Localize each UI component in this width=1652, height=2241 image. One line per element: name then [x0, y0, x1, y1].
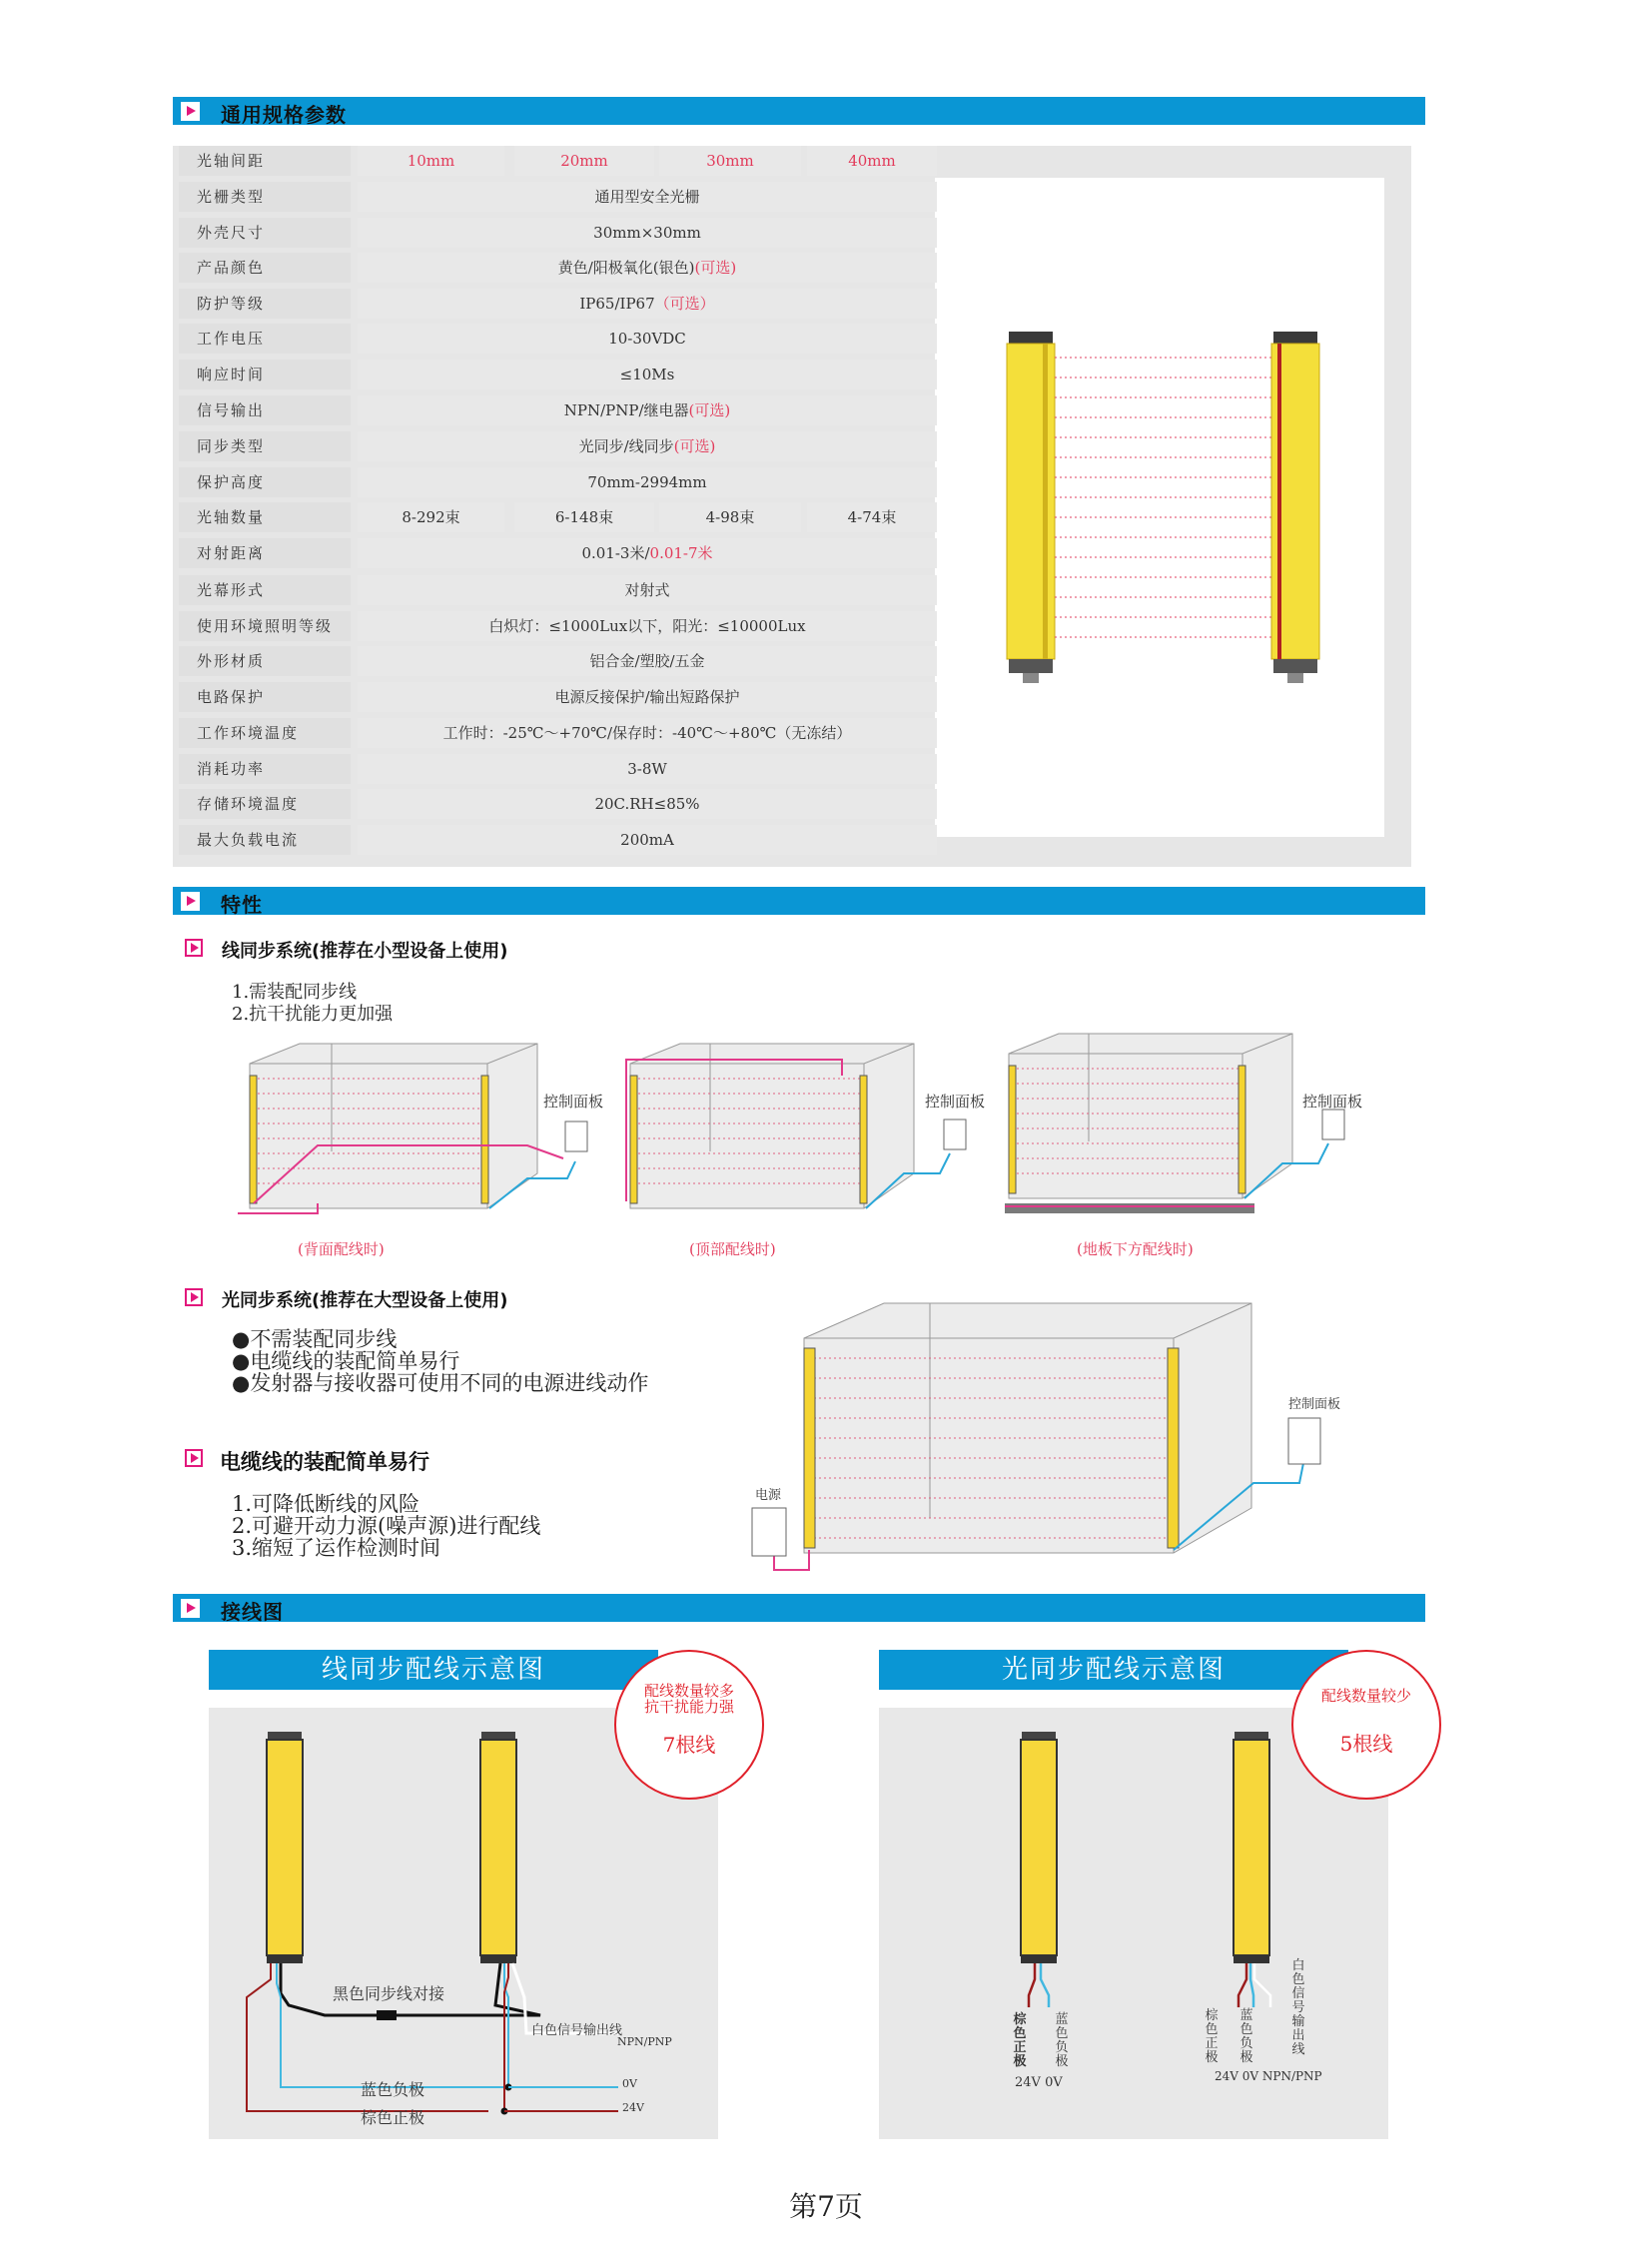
spec-label: 防护等级 [179, 289, 351, 319]
spec-value [358, 467, 937, 497]
spec-value-text: 3-8W [627, 760, 667, 778]
spec-value-text: 白炽灯：≤1000Lux以下，阳光：≤10000Lux [488, 617, 806, 635]
light-curtain-product-image [935, 178, 1384, 837]
badge-line: 抗干扰能力强 [643, 1698, 734, 1716]
spec-label: 响应时间 [179, 360, 351, 389]
floor-wiring-diagram [997, 1024, 1366, 1228]
spec-col-value: 10mm [358, 146, 504, 176]
spec-value-text: 200mA [620, 831, 674, 849]
optical-sync-diagram [744, 1298, 1363, 1578]
play-icon [185, 939, 203, 957]
voltage-label: 24V [622, 2101, 644, 2114]
brown-positive-label: 棕色正极 [1013, 2012, 1027, 2069]
control-panel-label: 控制面板 [1302, 1093, 1363, 1111]
spec-label: 产品颜色 [179, 253, 351, 283]
voltage-label: 0V [622, 2077, 637, 2090]
signal-type-label: NPN/PNP [617, 2035, 672, 2048]
spec-value [358, 253, 937, 283]
spec-value-text: 70mm-2994mm [587, 473, 707, 491]
spec-value-text: 对射式 [624, 581, 670, 599]
spec-value-text: ≤10Ms [619, 366, 675, 383]
spec-label: 光轴数量 [179, 502, 351, 532]
spec-col-value: 40mm [807, 146, 937, 176]
spec-label: 存储环境温度 [179, 789, 351, 819]
spec-value [358, 218, 937, 248]
top-wiring-diagram [614, 1034, 994, 1228]
spec-value-text: 光同步/线同步 [578, 437, 674, 455]
spec-label: 光轴间距 [179, 146, 351, 176]
control-panel-label: 控制面板 [543, 1093, 604, 1111]
spec-value [358, 754, 937, 784]
spec-value-text: 20C.RH≤85% [594, 795, 700, 813]
right-wire-count-badge [1291, 1650, 1441, 1800]
spec-value-text: 通用型安全光栅 [594, 188, 700, 206]
cable-item: 2.可避开动力源(噪声源)进行配线 [232, 1514, 541, 1538]
diagram-caption: (背面配线时) [298, 1240, 385, 1258]
spec-label: 同步类型 [179, 431, 351, 461]
spec-label: 保护高度 [179, 467, 351, 497]
spec-label: 外形材质 [179, 646, 351, 676]
badge-line: 配线数量较少 [1320, 1687, 1411, 1705]
spec-label: 信号输出 [179, 395, 351, 425]
spec-value [358, 611, 937, 641]
spec-label: 使用环境照明等级 [179, 611, 351, 641]
cable-item: 1.可降低断线的风险 [232, 1492, 420, 1516]
signal-line-label: 白色信号输出线 [531, 2023, 623, 2038]
spec-optional-note: (可选) [688, 401, 731, 419]
badge-count: 5根线 [1339, 1732, 1393, 1756]
white-signal-label: 白色信号输出线 [1291, 1958, 1305, 2057]
spec-value [358, 575, 937, 605]
spec-value-text: 铝合金/塑胶/五金 [589, 652, 705, 670]
play-icon [181, 892, 200, 911]
control-panel-label: 控制面板 [1288, 1397, 1341, 1412]
positive-line-label: 棕色正极 [361, 2108, 425, 2127]
optical-sync-item: ●电缆线的装配简单易行 [232, 1349, 460, 1373]
spec-value-text: 电源反接保护/输出短路保护 [554, 688, 740, 706]
section-title: 接线图 [221, 1600, 284, 1624]
wire-sync-title: 线同步系统(推荐在小型设备上使用) [222, 941, 508, 962]
spec-value [358, 360, 937, 389]
section-header-specs [173, 97, 1425, 125]
play-icon [181, 102, 200, 121]
spec-col-value: 8-292束 [358, 502, 504, 532]
spec-value [358, 289, 937, 319]
optical-sync-item: ●不需装配同步线 [232, 1327, 398, 1351]
spec-optional-note: (可选) [673, 437, 716, 455]
blue-negative-label: 蓝色负极 [1055, 2012, 1069, 2069]
spec-label: 消耗功率 [179, 754, 351, 784]
cable-item: 3.缩短了运作检测时间 [232, 1536, 441, 1560]
left-wire-count-badge [614, 1650, 764, 1800]
play-icon [181, 1599, 200, 1618]
spec-label: 工作环境温度 [179, 718, 351, 748]
play-icon [185, 1288, 203, 1306]
spec-value [358, 431, 937, 461]
spec-col-value: 6-148束 [514, 502, 654, 532]
spec-label: 对射距离 [179, 538, 351, 568]
optical-sync-item: ●发射器与接收器可使用不同的电源进线动作 [232, 1371, 649, 1395]
spec-col-value: 20mm [514, 146, 654, 176]
optical-sync-wiring-title: 光同步配线示意图 [879, 1650, 1348, 1690]
negative-line-label: 蓝色负极 [361, 2080, 425, 2099]
spec-value [358, 538, 937, 568]
optical-sync-title: 光同步系统(推荐在大型设备上使用) [222, 1290, 508, 1311]
spec-value [358, 789, 937, 819]
diagram-caption: (顶部配线时) [689, 1240, 776, 1258]
play-icon [185, 1449, 203, 1467]
spec-label: 光栅类型 [179, 182, 351, 212]
spec-value-text: IP65/IP67 [579, 295, 655, 313]
spec-value [358, 182, 937, 212]
spec-label: 最大负载电流 [179, 825, 351, 855]
section-title: 通用规格参数 [221, 103, 347, 127]
diagram-caption: (地板下方配线时) [1077, 1240, 1194, 1258]
spec-optional-note: 0.01-7米 [649, 544, 713, 562]
spec-value-text: 工作时：-25℃～+70℃/保存时：-40℃～+80℃（无冻结） [442, 724, 852, 742]
page-number: 第7页 [789, 2190, 863, 2223]
spec-label: 电路保护 [179, 682, 351, 712]
spec-optional-note: (可选) [694, 259, 737, 277]
spec-optional-note: （可选） [654, 295, 715, 313]
badge-count: 7根线 [662, 1733, 716, 1757]
spec-value [358, 718, 937, 748]
blue-negative-label: 蓝色负极 [1239, 2008, 1253, 2065]
spec-label: 外壳尺寸 [179, 218, 351, 248]
spec-label: 光幕形式 [179, 575, 351, 605]
spec-value [358, 646, 937, 676]
section-header-features [173, 887, 1425, 915]
spec-value [358, 324, 937, 354]
voltage-label: 24V 0V NPN/PNP [1215, 2069, 1322, 2083]
spec-value-text: NPN/PNP/继电器 [563, 401, 689, 419]
spec-value-text: 30mm×30mm [593, 224, 701, 242]
cable-title: 电缆线的装配简单易行 [220, 1450, 429, 1474]
section-header-wiring [173, 1594, 1425, 1622]
spec-col-value: 4-74束 [807, 502, 937, 532]
spec-value [358, 682, 937, 712]
badge-line: 配线数量较多 [643, 1682, 734, 1700]
spec-value-text: 黄色/阳极氧化(银色) [557, 259, 695, 277]
spec-value [358, 825, 937, 855]
spec-value-text: 10-30VDC [608, 330, 686, 348]
spec-value-text: 0.01-3米/ [581, 544, 650, 562]
control-panel-label: 控制面板 [925, 1093, 986, 1111]
wire-sync-wiring-title: 线同步配线示意图 [209, 1650, 658, 1690]
wire-sync-item: 2.抗干扰能力更加强 [232, 1004, 394, 1025]
section-title: 特性 [221, 893, 263, 917]
spec-col-value: 4-98束 [659, 502, 801, 532]
spec-value [358, 395, 937, 425]
power-label: 电源 [755, 1488, 782, 1503]
light-curtain-image-area [935, 178, 1384, 837]
back-wiring-diagram [228, 1034, 617, 1228]
spec-label: 工作电压 [179, 324, 351, 354]
sync-line-label: 黑色同步线对接 [333, 1984, 445, 2003]
wire-sync-item: 1.需装配同步线 [232, 982, 358, 1003]
voltage-label: 24V 0V [1015, 2075, 1063, 2090]
spec-col-value: 30mm [659, 146, 801, 176]
brown-positive-label: 棕色正极 [1205, 2008, 1219, 2065]
